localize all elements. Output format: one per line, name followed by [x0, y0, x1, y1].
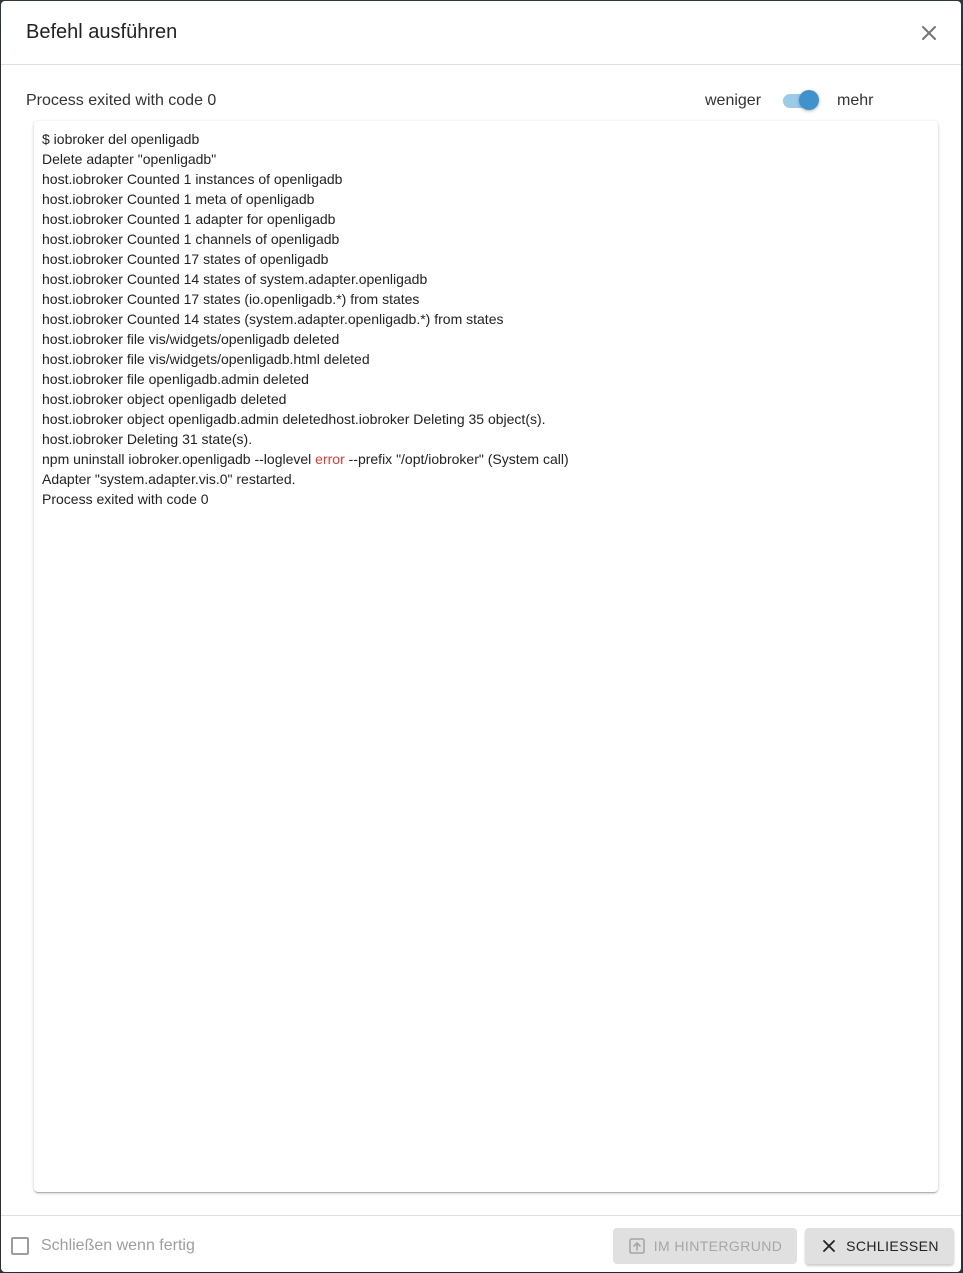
log-line: host.iobroker file openligadb.admin deleted — [42, 371, 309, 387]
npm-before: npm uninstall iobroker.openligadb --loglevel — [42, 451, 316, 467]
close-icon[interactable] — [917, 21, 941, 45]
log-output[interactable] — [34, 121, 938, 1192]
log-line: host.iobroker Counted 1 adapter for openligadb — [42, 211, 336, 227]
log-line: host.iobroker file vis/widgets/openligadb.html deleted — [42, 351, 370, 367]
log-line: $ iobroker del openligadb — [42, 131, 200, 147]
log-line: host.iobroker Counted 17 states (io.openligadb.*) from states — [42, 291, 420, 307]
log-line: host.iobroker Counted 1 meta of openligadb — [42, 191, 315, 207]
log-line: host.iobroker Deleting 31 state(s). — [42, 431, 253, 447]
log-line: host.iobroker object openligadb.admin deletedhost.iobroker Deleting 35 object(s). — [42, 411, 546, 427]
npm-after: --prefix "/opt/iobroker" (System call) — [344, 451, 569, 467]
log-line: host.iobroker Counted 17 states of openligadb — [42, 251, 329, 267]
switch-thumb[interactable] — [799, 90, 819, 110]
process-status: Process exited with code 0 — [26, 92, 217, 109]
status-row — [1, 79, 961, 123]
log-line: host.iobroker Counted 1 instances of openligadb — [42, 171, 343, 187]
close-button-label: SCHLIESSEN — [846, 1238, 939, 1254]
verbosity-switch[interactable] — [781, 89, 823, 111]
log-line: host.iobroker Counted 1 channels of openligadb — [42, 231, 340, 247]
dialog-header — [1, 1, 961, 65]
toggle-more-label: mehr — [837, 92, 874, 109]
log-line: host.iobroker object openligadb deleted — [42, 391, 287, 407]
background-button — [613, 1228, 797, 1264]
dialog-title: Befehl ausführen — [26, 21, 178, 43]
toggle-less-label: weniger — [705, 92, 762, 109]
log-line: host.iobroker Counted 14 states of system.adapter.openligadb — [42, 271, 428, 287]
log-line: Delete adapter "openligadb" — [42, 151, 217, 167]
close-when-done-label[interactable]: Schließen wenn fertig — [41, 1237, 195, 1254]
open-in-background-icon — [628, 1237, 646, 1255]
npm-error-word: error — [315, 451, 345, 467]
log-line-npm — [42, 449, 930, 469]
dialog-footer — [1, 1215, 961, 1272]
close-when-done-checkbox[interactable] — [11, 1237, 29, 1255]
log-line: Adapter "system.adapter.vis.0" restarted. — [42, 471, 296, 487]
background-button-label: IM HINTERGRUND — [653, 1238, 783, 1254]
log-line: host.iobroker file vis/widgets/openligadb deleted — [42, 331, 340, 347]
log-line: host.iobroker Counted 14 states (system.adapter.openligadb.*) from states — [42, 311, 504, 327]
command-dialog — [1, 1, 961, 1272]
close-button[interactable] — [805, 1228, 954, 1264]
log-line: Process exited with code 0 — [42, 491, 209, 507]
close-icon — [820, 1237, 838, 1255]
